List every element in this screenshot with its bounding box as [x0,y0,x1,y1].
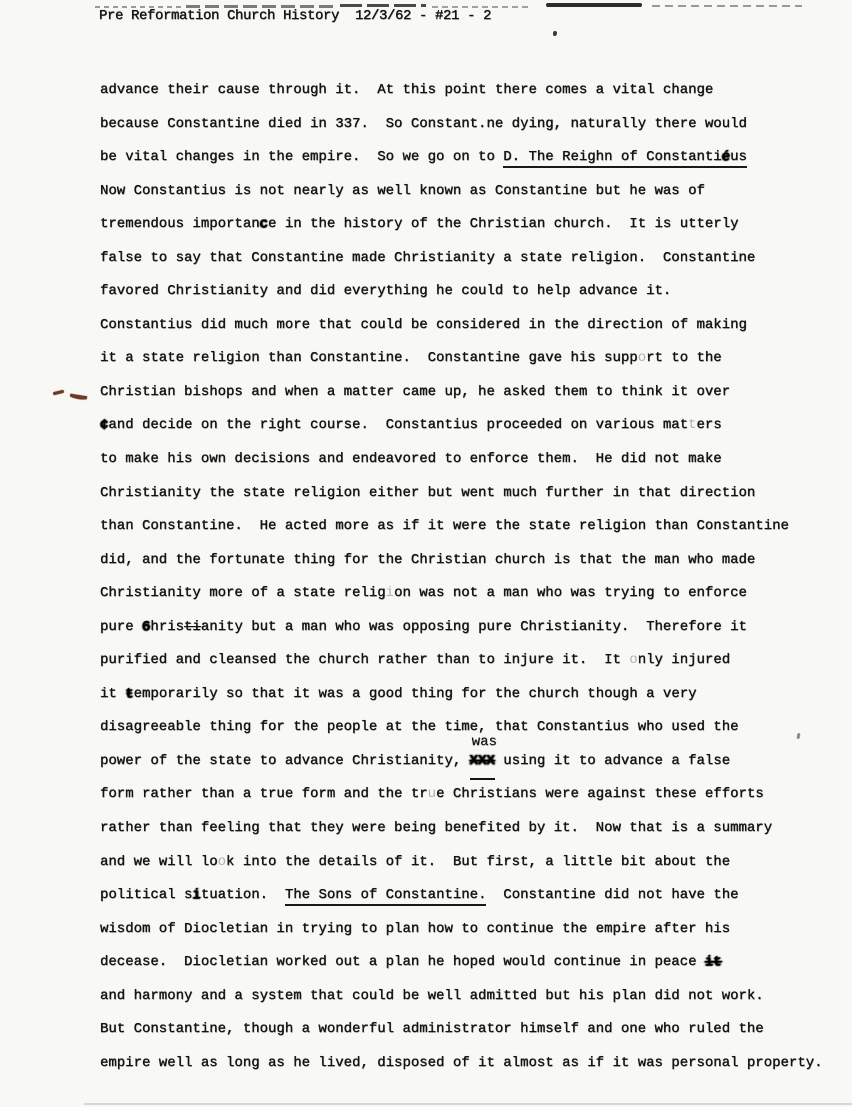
text-line [100,74,823,108]
text-segment: But Constantine, though a wonderful administrator himself and one who ruled the [100,1021,764,1038]
text-line [100,711,823,745]
scan-artifact [652,5,802,7]
text-segment: D. The Reighn of Constanti [503,149,721,168]
text-line [100,812,823,846]
scan-artifact [546,3,642,7]
document-body [100,74,823,1080]
page-header: Pre Reformation Church History 12/3/62 - #21 - 2 [99,8,492,24]
text-line [100,678,823,712]
text-segment: tuation. [200,887,285,904]
text-segment: on was not a man who was trying to enforce [394,585,747,602]
text-segment: empire well as long as he lived, disposed of it almost as if it was personal property. [100,1054,823,1071]
text-segment: i [385,585,395,602]
text-segment: emporarily so that it was a good thing for the church though a very [133,685,697,702]
text-segment: favored Christianity and did everything he could to help advance it. [100,283,672,300]
text-line [100,443,823,477]
margin-pen-mark [70,394,87,400]
text-line [100,208,823,242]
text-segment: and decide on the right course. Constantius proceeded on various mat [108,417,689,434]
scan-artifact [340,4,426,7]
text-line [100,946,823,980]
text-line [100,175,823,209]
text-segment: Christianity the state religion either but went much further in that direction [100,484,756,501]
text-segment: i [192,887,201,904]
text-segment: u [427,786,437,803]
text-segment: c [259,216,269,233]
margin-pen-mark [53,390,64,396]
text-segment: than Constantine. He acted more as if it were the state religion than Constantine [100,518,789,535]
scan-artifact [84,1103,852,1105]
text-segment: t [688,417,697,434]
text-segment: political s [100,887,193,904]
text-segment: anity but a man who was opposing pure Christianity. Therefore it [200,618,747,635]
scan-artifact [553,31,557,36]
text-segment: Now Constantius is not nearly as well known as Constantine but he was of [100,182,705,199]
text-segment: 6 [142,618,151,635]
text-line [100,846,823,880]
text-segment: XXX was [470,745,495,781]
text-segment: hris [150,618,185,635]
text-line [100,577,823,611]
text-segment: and we will lo [100,853,218,870]
text-line [100,242,823,276]
text-segment: Christian bishops and when a matter came up, he asked them to think it over [100,383,731,400]
text-segment: decease. Diocletian worked out a plan he hoped would continue in peace [100,954,705,971]
text-segment: ¢ [100,417,109,434]
text-segment: disagreeable thing for the people at the time, that Constantius who used the [100,719,739,736]
text-segment: be vital changes in the empire. So we go on to [100,149,504,166]
text-line [100,778,823,812]
text-line [100,376,823,410]
text-segment: tremendous importan [100,216,260,233]
text-line [100,1013,823,1047]
interline-insertion: was [471,733,497,750]
text-segment: pure [100,618,143,635]
text-segment: é [722,149,730,168]
text-segment: e in the history of the Christian church. It is utterly [268,216,739,233]
text-line [100,275,823,309]
text-segment: rather than feeling that they were being benefited by it. Now that is a summary [100,820,773,837]
text-segment: ers [696,417,722,434]
text-segment: ti [184,618,201,635]
text-segment: o [629,652,638,669]
text-segment: power of the state to advance Christianity, [100,752,470,769]
text-line [100,544,823,578]
text-line [100,879,823,913]
text-segment: false to say that Constantine made Christianity a state religion. Constantine [100,249,756,266]
text-segment: to make his own decisions and endeavored to enforce them. He did not make [100,451,722,468]
text-line [100,342,823,376]
text-line [100,141,823,175]
text-segment: us [730,149,747,168]
text-segment: The Sons of Constantine. [285,887,487,906]
text-segment: ŧ [125,685,134,702]
text-line [100,1047,823,1081]
text-segment: o [637,350,647,367]
text-segment: Constantine did not have the [486,887,739,904]
text-segment: it a state religion than Constantine. Constantine gave his supp [100,350,638,367]
text-line [100,477,823,511]
text-segment: advance their cause through it. At this point there comes a vital change [100,82,714,98]
text-segment: did, and the fortunate thing for the Christian church is that the man who made [100,551,756,568]
text-segment: using it to advance a false [494,752,731,769]
text-segment: nly injured [637,652,731,669]
text-line [100,409,823,443]
text-segment: o [217,853,227,870]
text-segment: and harmony and a system that could be well admitted but his plan did not work. [100,987,764,1004]
text-segment: rt to the [646,350,722,367]
text-segment: because Constantine died in 337. So Constant.ne dying, naturally there would [100,115,747,132]
text-segment: e Christians were against these efforts [436,786,764,803]
text-segment: k into the details of it. But first, a little bit about the [226,853,731,870]
text-line [100,644,823,678]
text-segment: Christianity more of a state relig [100,585,386,602]
text-line [100,913,823,947]
text-segment: Constantius did much more that could be considered in the direction of making [100,316,747,333]
text-line [100,611,823,645]
text-line [100,980,823,1014]
text-line [100,510,823,544]
text-line [100,309,823,343]
text-line [100,108,823,142]
text-segment: form rather than a true form and the tr [100,786,428,803]
text-segment: it [704,954,722,971]
text-segment: purified and cleansed the church rather than to injure it. It [100,652,630,669]
text-line [100,733,823,779]
text-segment: it [100,685,126,702]
text-segment: wisdom of Diocletian in trying to plan how to continue the empire after his [100,920,731,937]
